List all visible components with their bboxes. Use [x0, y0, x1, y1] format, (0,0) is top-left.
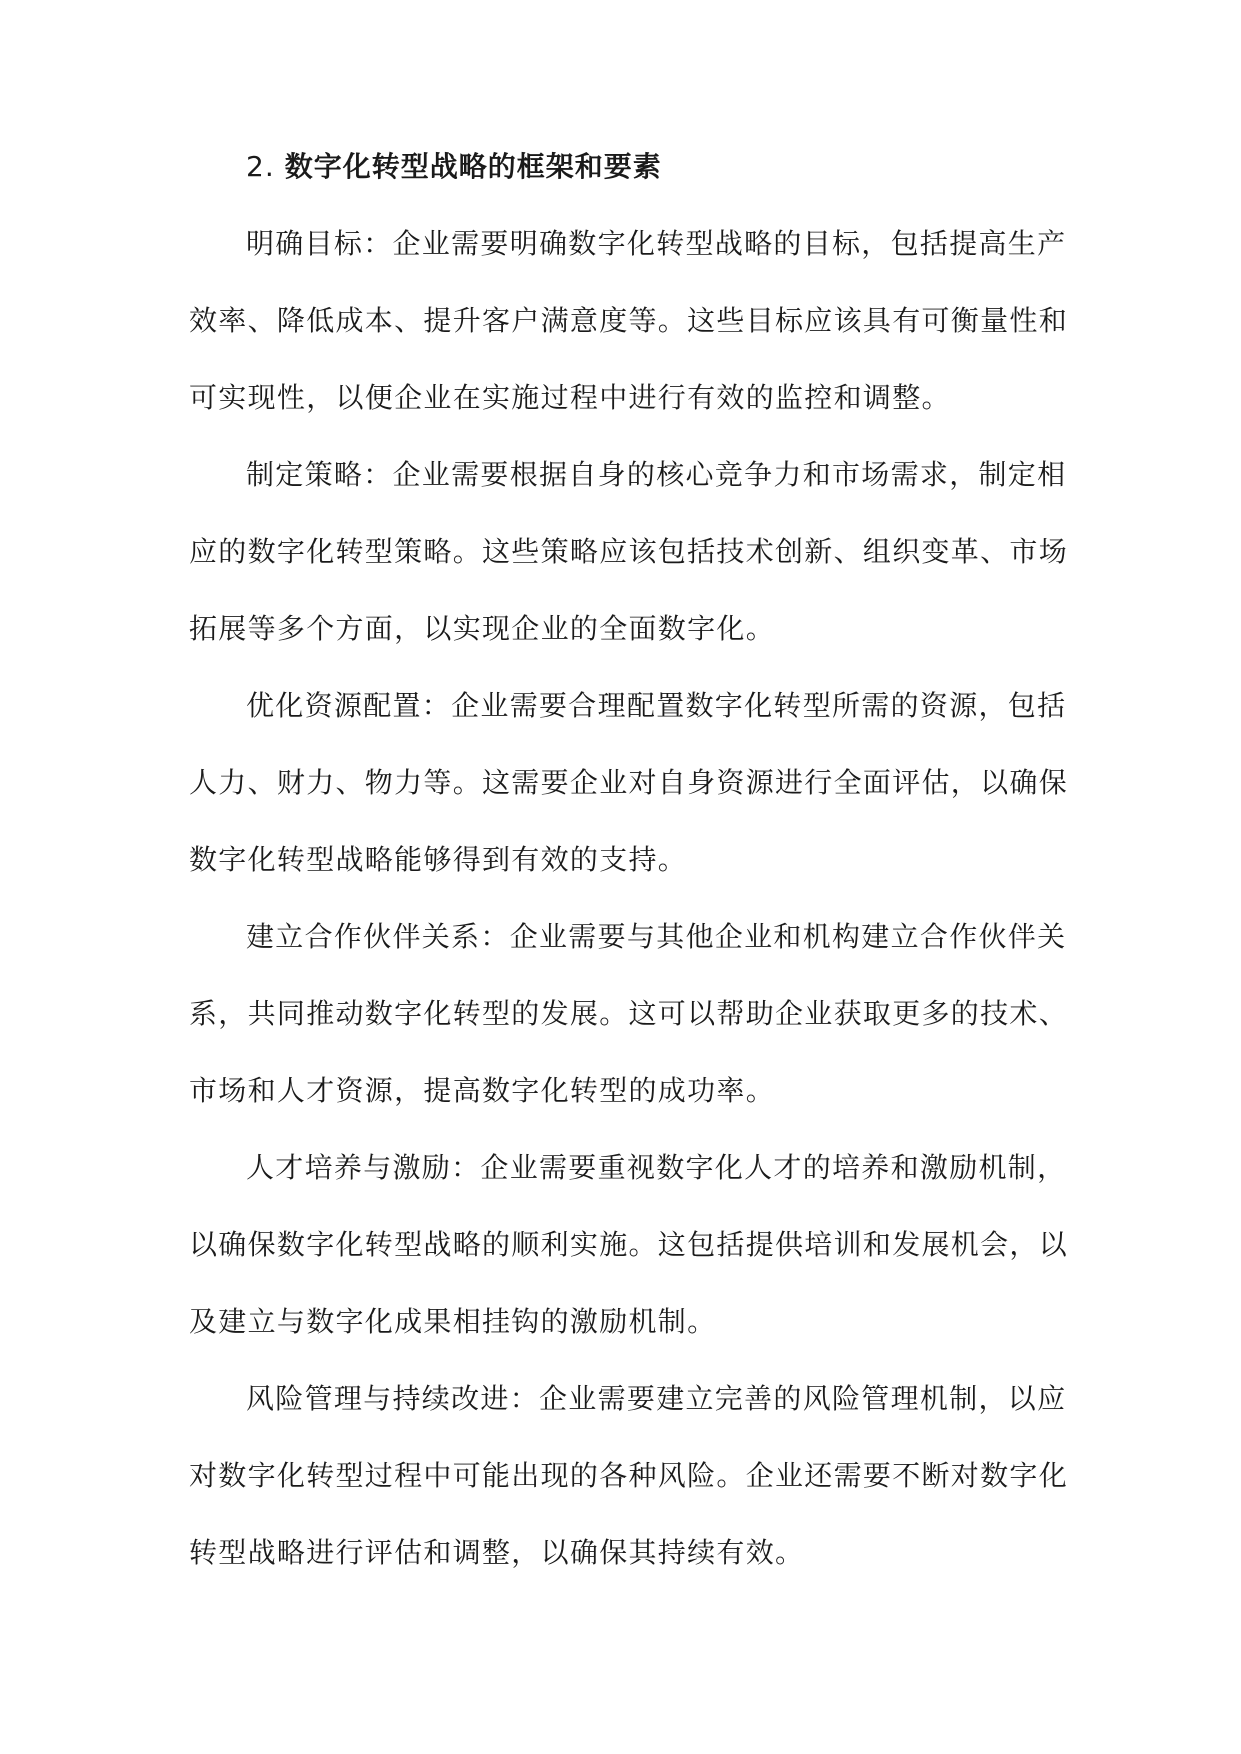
paragraph-line: 制定策略：企业需要根据自身的核心竞争力和市场需求，制定相 — [246, 458, 1067, 491]
paragraph-line: 风险管理与持续改进：企业需要建立完善的风险管理机制，以应 — [246, 1382, 1067, 1415]
section-heading — [246, 138, 1061, 196]
paragraph-line: 可实现性，以便企业在实施过程中进行有效的监控和调整。 — [189, 381, 951, 414]
section-number: 2. — [246, 150, 275, 183]
paragraph-strategy — [189, 446, 1069, 658]
paragraph-line: 人才培养与激励：企业需要重视数字化人才的培养和激励机制， — [246, 1151, 1067, 1184]
paragraph-line: 市场和人才资源，提高数字化转型的成功率。 — [189, 1074, 776, 1107]
paragraph-line: 明确目标：企业需要明确数字化转型战略的目标，包括提高生产 — [246, 227, 1067, 260]
paragraph-risk — [189, 1370, 1069, 1582]
paragraph-line: 以确保数字化转型战略的顺利实施。这包括提供培训和发展机会，以 — [189, 1228, 1069, 1261]
paragraph-line: 系，共同推动数字化转型的发展。这可以帮助企业获取更多的技术、 — [189, 997, 1069, 1030]
paragraph-resources — [189, 677, 1069, 889]
paragraph-line: 优化资源配置：企业需要合理配置数字化转型所需的资源，包括 — [246, 689, 1067, 722]
paragraph-goals — [189, 215, 1069, 427]
paragraph-line: 人力、财力、物力等。这需要企业对自身资源进行全面评估，以确保 — [189, 766, 1069, 799]
paragraph-line: 建立合作伙伴关系：企业需要与其他企业和机构建立合作伙伴关 — [246, 920, 1067, 953]
paragraph-line: 拓展等多个方面，以实现企业的全面数字化。 — [189, 612, 776, 645]
paragraph-partnerships — [189, 908, 1069, 1120]
paragraph-talent — [189, 1139, 1069, 1351]
paragraph-line: 效率、降低成本、提升客户满意度等。这些目标应该具有可衡量性和 — [189, 304, 1069, 337]
document-body — [189, 138, 1069, 1601]
paragraph-line: 转型战略进行评估和调整，以确保其持续有效。 — [189, 1536, 805, 1569]
paragraph-line: 对数字化转型过程中可能出现的各种风险。企业还需要不断对数字化 — [189, 1459, 1069, 1492]
section-title: 数字化转型战略的框架和要素 — [284, 150, 662, 183]
paragraph-line: 及建立与数字化成果相挂钩的激励机制。 — [189, 1305, 717, 1338]
paragraph-line: 数字化转型战略能够得到有效的支持。 — [189, 843, 688, 876]
paragraph-line: 应的数字化转型策略。这些策略应该包括技术创新、组织变革、市场 — [189, 535, 1069, 568]
section-heading-wrap — [189, 138, 1061, 196]
